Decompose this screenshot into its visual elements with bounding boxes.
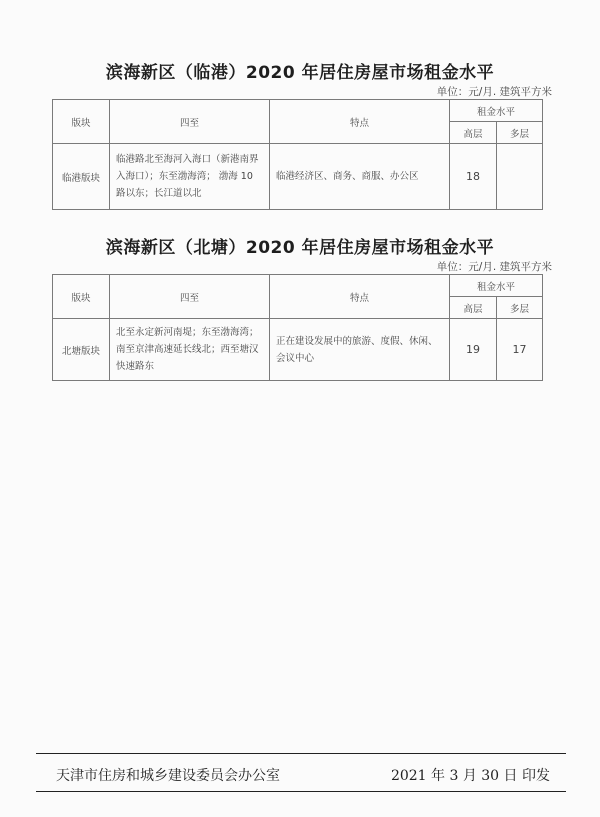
header-multi-storey: 多层 xyxy=(497,297,543,319)
rent-table-lingang xyxy=(52,99,543,210)
header-block: 版块 xyxy=(53,275,110,319)
section-title-beitang: 滨海新区（北塘）2020 年居住房屋市场租金水平 xyxy=(105,238,495,258)
header-multi-storey: 多层 xyxy=(497,122,543,144)
footer-issuer: 天津市住房和城乡建设委员会办公室 xyxy=(56,768,280,784)
unit-note-beitang: 单位：元/月. 建筑平方米 xyxy=(436,261,552,273)
header-high-rise: 高层 xyxy=(450,297,497,319)
header-high-rise: 高层 xyxy=(450,122,497,144)
cell-multi-storey: 17 xyxy=(497,319,543,381)
header-rent-level: 租金水平 xyxy=(450,100,543,122)
cell-features: 临港经济区、商务、商服、办公区 xyxy=(270,144,450,210)
cell-boundary: 北至永定新河南堤；东至渤海湾；南至京津高速延长线北；西至塘汉快速路东 xyxy=(110,319,270,381)
header-rent-level: 租金水平 xyxy=(450,275,543,297)
section-title-lingang: 滨海新区（临港）2020 年居住房屋市场租金水平 xyxy=(105,63,495,83)
rent-table-beitang xyxy=(52,274,543,381)
header-boundary: 四至 xyxy=(110,100,270,144)
cell-multi-storey xyxy=(497,144,543,210)
header-boundary: 四至 xyxy=(110,275,270,319)
header-features: 特点 xyxy=(270,275,450,319)
header-block: 版块 xyxy=(53,100,110,144)
unit-note-lingang: 单位：元/月. 建筑平方米 xyxy=(436,86,552,98)
footer-divider-bottom xyxy=(36,791,566,792)
footer-divider-top xyxy=(36,753,566,754)
cell-features: 正在建设发展中的旅游、度假、休闲、会议中心 xyxy=(270,319,450,381)
cell-block: 临港版块 xyxy=(53,144,110,210)
footer-date: 2021 年 3 月 30 日 印发 xyxy=(390,768,550,784)
header-features: 特点 xyxy=(270,100,450,144)
cell-high-rise: 19 xyxy=(450,319,497,381)
cell-block: 北塘版块 xyxy=(53,319,110,381)
cell-boundary: 临港路北至海河入海口（新港南界入海口）；东至渤海湾； 渤海 10 路以东；长江道以北 xyxy=(110,144,270,210)
cell-high-rise: 18 xyxy=(450,144,497,210)
